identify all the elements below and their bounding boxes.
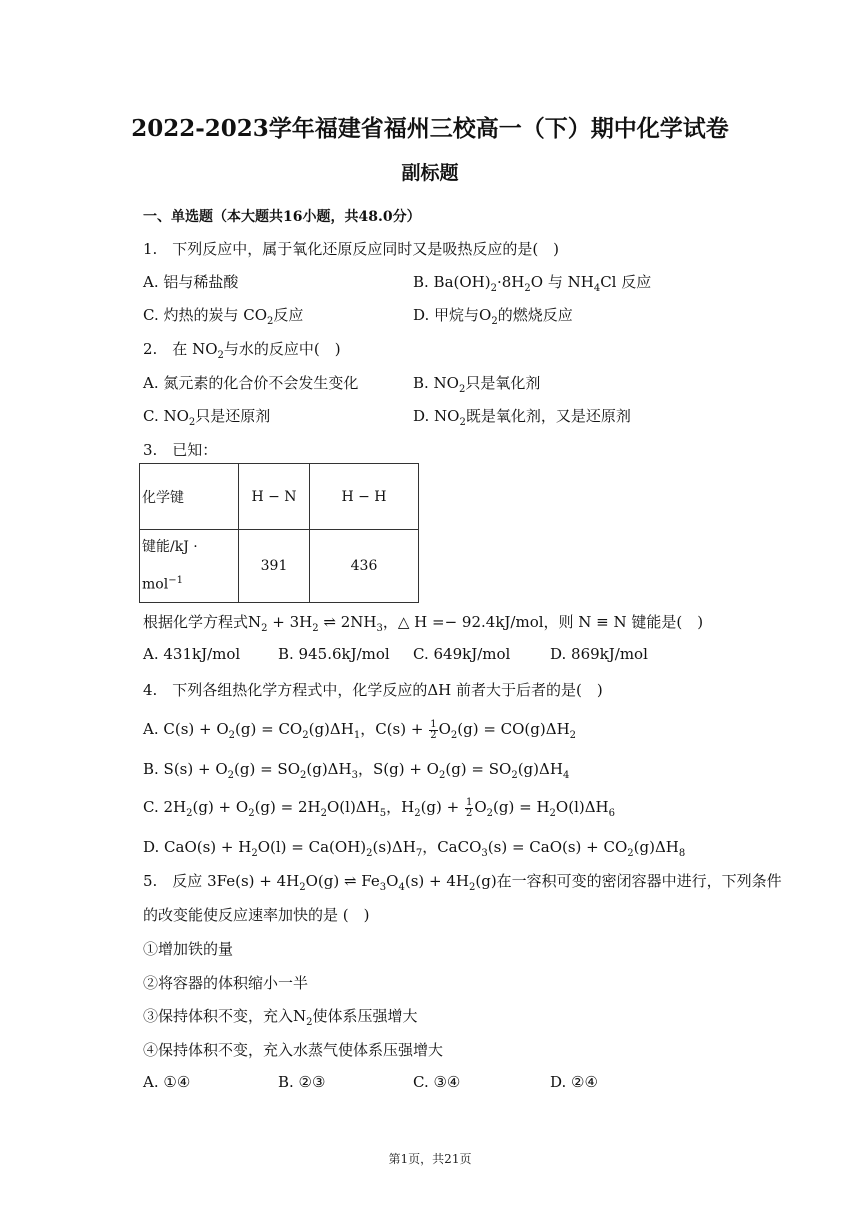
- q2-option-d: D. $NO_2$既是氧化剂，又是还原剂: [413, 407, 631, 428]
- q2-stem: 2. 在 $NO_2$与水的反应中( ): [143, 340, 341, 361]
- bond-energy-table: [139, 463, 419, 603]
- q4-option-c: C. $2H_2(g) + O_2(g) = 2H_2O(l)\Delta H_5$，$H_2(g)$ + $\frac{1}{2}$ $O_2(g) = H_2O(l)\Delta H_6$: [143, 796, 616, 819]
- q1-option-a: A. 铝与稀盐酸: [143, 273, 239, 291]
- table-row: [140, 530, 419, 603]
- q5-option-a: A. ①④: [143, 1073, 191, 1091]
- q5-item-3: ③保持体积不变，充入$N_2$使体系压强增大: [143, 1007, 418, 1028]
- q1-option-d: D. 甲烷与$O_2$的燃烧反应: [413, 306, 573, 327]
- q1-option-b: B. $Ba(OH)_2\cdot 8H_2O$ 与 $NH_4Cl$ 反应: [413, 273, 652, 294]
- table-cell: 键能/kJ · mol$^{-1}$: [140, 530, 239, 603]
- section-heading: 一、单选题（本大题共16小题，共48.0分）: [143, 209, 421, 225]
- q4-stem: 4. 下列各组热化学方程式中，化学反应的ΔH 前者大于后者的是( ): [143, 681, 603, 699]
- q3-question: 根据化学方程式$N_2 + 3H_2$ ⇌ $2NH_3$，△ H =− 92.4kJ/mol，则 N ≡ N 键能是( ): [143, 613, 704, 634]
- table-cell: H − H: [310, 464, 419, 530]
- q1-stem: 1. 下列反应中，属于氧化还原反应同时又是吸热反应的是( ): [143, 240, 560, 258]
- q4-option-d: D. $CaO(s) + H_2O(l) = Ca(OH)_2(s)\Delta H_7$，CaCO$_3$(s) = $CaO(s) + CO_2(g)\Delta H_8$: [143, 838, 686, 859]
- q4-option-a: A. $C(s) + O_2(g) = CO_2(g)\Delta H_1$，C(s) + $\frac{1}{2}$ $O_2(g) = CO(g)\Delta H_2$: [143, 718, 577, 741]
- q3-stem: 3. 已知：: [143, 441, 218, 459]
- table-cell: 化学键: [140, 464, 239, 530]
- q5-item-1: ①增加铁的量: [143, 940, 234, 958]
- page-footer: 第1页，共21页: [388, 1152, 472, 1166]
- q5-option-c: C. ③④: [413, 1073, 461, 1091]
- q2-option-a: A. 氮元素的化合价不会发生变化: [143, 374, 359, 392]
- q1-option-c: C. 灼热的炭与 $CO_2$反应: [143, 306, 304, 327]
- q2-option-c: C. $NO_2$只是还原剂: [143, 407, 271, 428]
- q5-item-4: ④保持体积不变，充入水蒸气使体系压强增大: [143, 1041, 444, 1059]
- q2-option-b: B. $NO_2$只是氧化剂: [413, 374, 541, 395]
- page-title: 2022-2023学年福建省福州三校高一（下）期中化学试卷: [131, 115, 729, 142]
- table-cell: 391: [239, 530, 310, 603]
- q3-option-b: B. 945.6kJ/mol: [278, 645, 390, 663]
- table-row: [140, 464, 419, 530]
- q5-option-b: B. ②③: [278, 1073, 326, 1091]
- q5-stem-line1: 5. 反应 $3Fe(s) + 4H_2O(g)$ ⇌ $Fe_3O_4(s) + 4H_2(g)$在一容积可变的密闭容器中进行，下列条件: [143, 872, 782, 893]
- q3-option-d: D. 869kJ/mol: [550, 645, 648, 663]
- q3-option-c: C. 649kJ/mol: [413, 645, 511, 663]
- q3-option-a: A. 431kJ/mol: [143, 645, 241, 663]
- q4-option-b: B. $S(s) + O_2(g) = SO_2(g)\Delta H_3$，$S(g) + O_2(g) = SO_2(g)\Delta H_4$: [143, 760, 570, 781]
- table-cell: 436: [310, 530, 419, 603]
- q5-item-2: ②将容器的体积缩小一半: [143, 974, 309, 992]
- q5-stem-line2: 的改变能使反应速率加快的是 ( ): [143, 906, 370, 924]
- q5-option-d: D. ②④: [550, 1073, 598, 1091]
- table-cell: H − N: [239, 464, 310, 530]
- page-subtitle: 副标题: [401, 162, 459, 184]
